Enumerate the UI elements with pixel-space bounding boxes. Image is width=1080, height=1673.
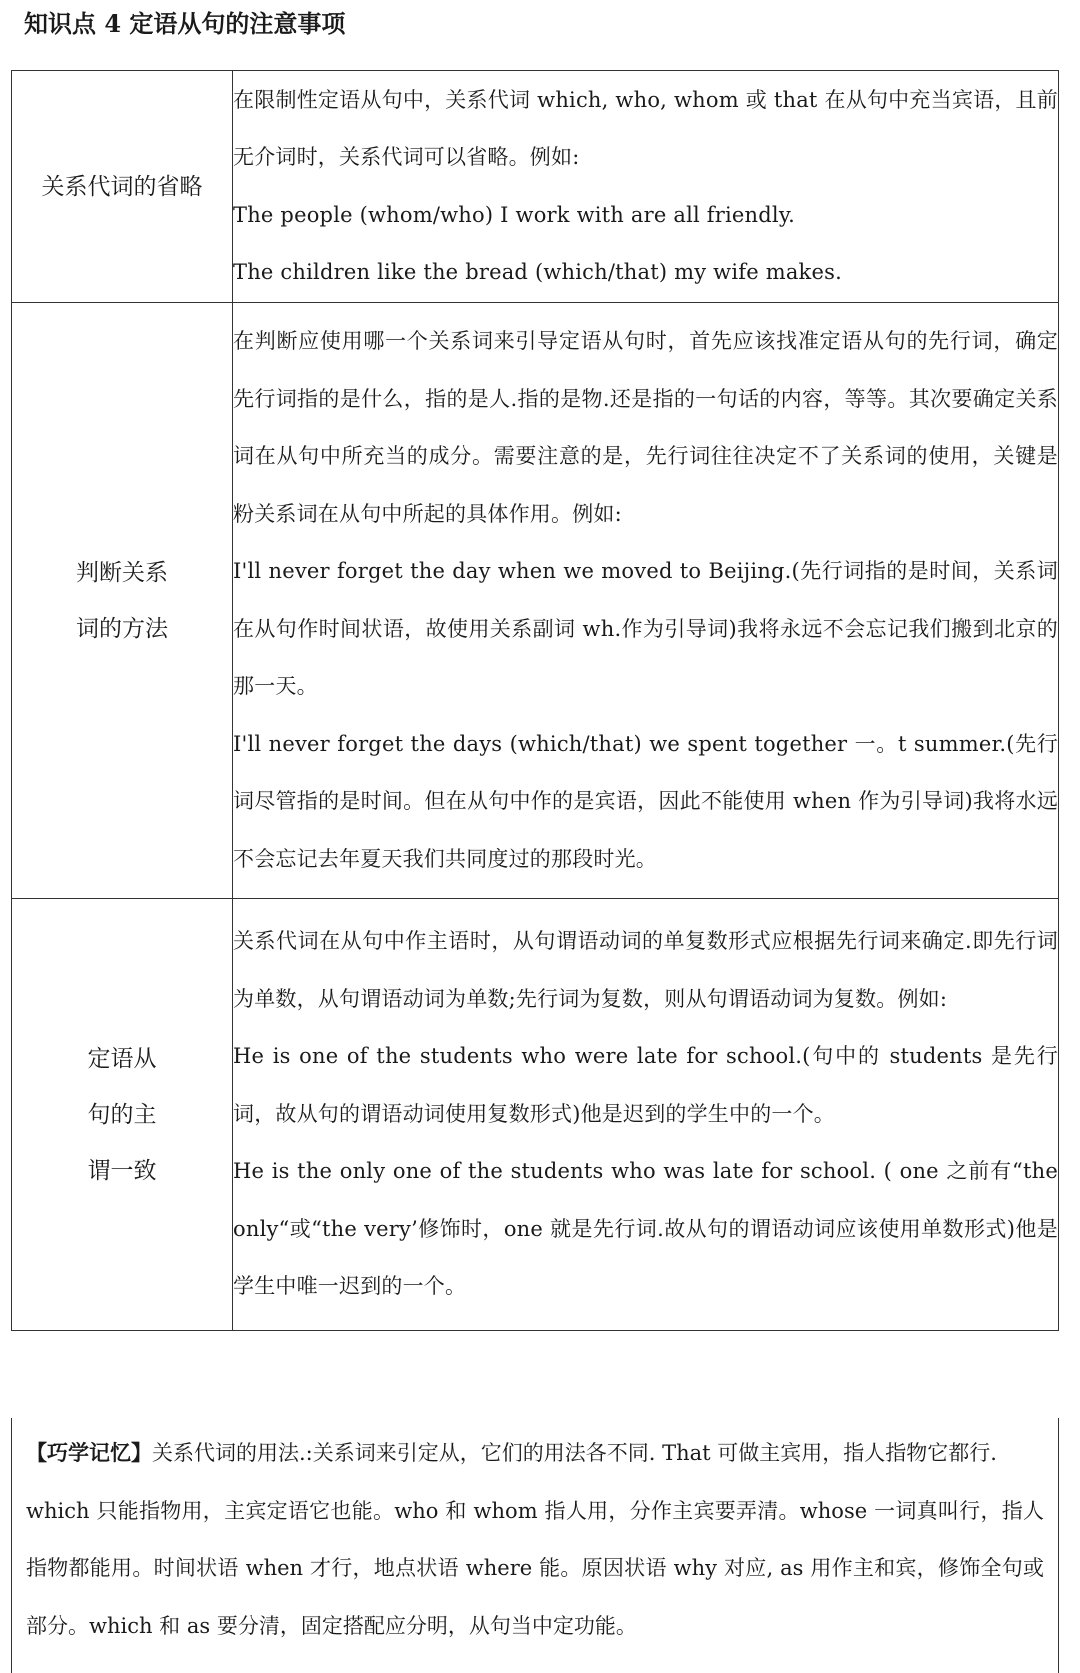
row-label: 判断关系词的方法 (12, 303, 233, 899)
row-label: 定语从句的主谓一致 (12, 899, 233, 1331)
paragraph: He is the only one of the students who was late for school. ( one 之前有“the only“或“the very’修饰时，one 就是先行词.故从句的谓语动词应该使用单数形式)他是学生中唯一迟到的一个。 (233, 1159, 1058, 1299)
table-row (12, 303, 1059, 899)
row-content (233, 303, 1059, 899)
paragraph: I'll never forget the day when we moved to Beijing.(先行词指的是时间，关系词在从句作时间状语，故使用关系副词 wh.作为引导词)我将永远不会忘记我们搬到北京的那一天。 (233, 559, 1058, 698)
notes-table (11, 70, 1059, 1331)
memory-tip-box (11, 1418, 1059, 1673)
paragraph: The children like the bread (which/that) my wife makes. (233, 260, 842, 284)
memory-heading: 【巧学记忆】 (26, 1440, 152, 1465)
paragraph: The people (whom/who) I work with are all friendly. (233, 202, 795, 227)
memory-paragraph (26, 1424, 1044, 1483)
page-title: 知识点 4 定语从句的注意事项 (24, 9, 346, 38)
paragraph: He is one of the students who were late for school.(句中的 students 是先行词，故从句的谓语动词使用复数形式)他是迟到的学生中的一个。 (233, 1044, 1058, 1126)
memory-paragraph: which 只能指物用，主宾定语它也能。who 和 whom 指人用，分作主宾要弄清。whose 一词真叫行，指人指物都能用。时间状语 when 才行，地点状语 where 能。原因状语 why 对应, as 用作主和宾，修饰全句或部分。which 和 as 要分清，固定搭配应分明，从句当中定功能。 (26, 1498, 1044, 1638)
table-row (12, 71, 1059, 303)
paragraph: I'll never forget the days (which/that) we spent together 一。t summer.(先行词尽管指的是时间。但在从句中作的是宾语，因此不能使用 when 作为引导词)我将水远不会忘记去年夏天我们共同度过的那段时光。 (233, 731, 1058, 871)
table-row (12, 899, 1059, 1331)
row-content (233, 899, 1059, 1331)
paragraph: 在限制性定语从句中，关系代词 which, who, whom 或 that 在从句中充当宾语，且前无介词时，关系代词可以省略。例如: (233, 87, 1058, 169)
row-label: 关系代词的省略 (12, 71, 233, 303)
paragraph: 在判断应使用哪一个关系词来引导定语从句时，首先应该找准定语从句的先行词，确定先行词指的是什么，指的是人.指的是物.还是指的一句话的内容，等等。其次要确定关系词在从句中所充当的成分。需要注意的是，先行词往往决定不了关系词的使用，关键是粉关系词在从句中所起的具体作用。例如: (233, 329, 1058, 526)
paragraph: 关系代词在从句中作主语时，从句谓语动词的单复数形式应根据先行词来确定.即先行词为单数，从句谓语动词为单数;先行词为复数，则从句谓语动词为复数。例如: (233, 929, 1058, 1011)
row-content (233, 71, 1059, 303)
memory-text: 关系代词的用法.:关系词来引定从，它们的用法各不同. That 可做主宾用，指人指物它都行. (152, 1441, 997, 1465)
